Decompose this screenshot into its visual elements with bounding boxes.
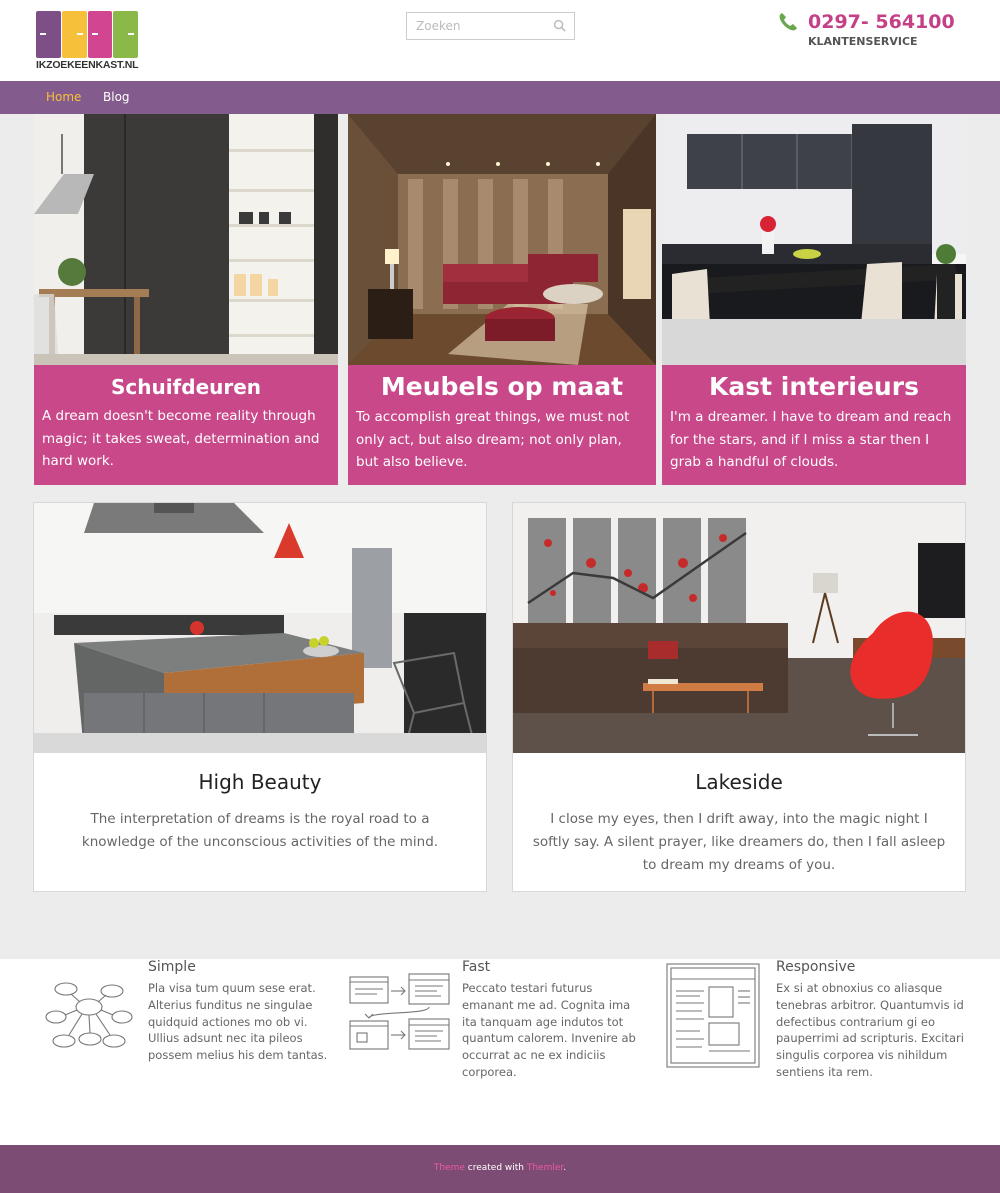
main-nav [0,81,1000,114]
phone-label: KLANTENSERVICE [808,35,918,48]
footer-period: . [563,1163,567,1173]
feature-photo-sliding-doors [34,114,338,365]
blog-card-high-beauty[interactable] [33,502,487,892]
workflow-icon [347,971,452,1056]
info-text: Pla visa tum quum sese erat. Alterius funditus ne singulae quidquid actiones mo ob vi. Ullius adsunt nec ita pileos possem melius his dem tantas. [148,981,328,1063]
nav-item-home[interactable]: Home [46,90,82,104]
site-footer [0,1145,1000,1193]
theme-link[interactable]: Theme [433,1163,465,1173]
search-input[interactable] [407,13,547,39]
feature-photo-kitchen [662,114,966,365]
card-photo-kitchen [34,503,486,753]
card-title[interactable]: High Beauty [198,770,322,794]
mindmap-icon [44,979,134,1054]
feature-card-meubels[interactable] [348,114,656,484]
logo-text: IKZOEKEENKAST.NL [36,59,139,71]
feature-card-schuifdeuren[interactable] [34,114,338,484]
card-text: I close my eyes, then I drift away, into the magic night I softly say. A silent prayer, like dreamers do, then I fall asleep to dream my dreams of you. [532,811,946,873]
info-text: Ex si at obnoxius co aliasque tenebras arbitror. Quantumvis id defectibus contrarium gi eo pauperrimi ad scripturis. Excitari singulis corporea vis nihildum sentiens ita rem. [776,981,964,1079]
nav-item-blog[interactable]: Blog [103,90,130,104]
info-title: Simple [148,959,196,975]
feature-caption [662,365,966,485]
info-section [0,959,1000,1145]
footer-text: created with [464,1163,527,1173]
site-logo[interactable] [36,11,138,71]
info-title: Responsive [776,959,856,975]
card-title[interactable]: Lakeside [695,770,783,794]
feature-text: To accomplish great things, we must not only act, but also dream; not only plan, but also believe. [356,409,630,470]
logo-doors-icon [36,11,138,58]
info-text: Peccato testari futurus emanant me ad. Cognita ima ita tanquam age indutos tot quantum calorem. Invenire ab occurrat ac ne ex indiciis corporea. [462,981,636,1079]
feature-photo-living-room [348,114,656,365]
feature-caption [34,365,338,485]
themler-link[interactable]: Themler [526,1163,564,1173]
blog-card-lakeside[interactable] [512,502,966,892]
card-text: The interpretation of dreams is the royal road to a knowledge of the unconscious activities of the mind. [81,811,439,850]
feature-text: A dream doesn't become reality through magic; it takes sweat, determination and hard work. [42,408,320,469]
search-icon[interactable] [553,19,566,32]
info-title: Fast [462,959,491,975]
feature-text: I'm a dreamer. I have to dream and reach for the stars, and if I miss a star then I grab a handful of clouds. [670,409,952,470]
feature-title[interactable]: Schuifdeuren [110,375,262,399]
site-header [0,0,1000,81]
feature-title[interactable]: Meubels op maat [380,372,624,401]
phone-icon [778,12,798,32]
search-box [406,12,575,40]
responsive-layout-icon [664,961,764,1071]
phone-number[interactable]: 0297- 564100 [808,11,955,33]
feature-caption [348,365,656,485]
feature-card-kast-interieurs[interactable] [662,114,966,484]
card-photo-living-room [513,503,965,753]
feature-title[interactable]: Kast interieurs [709,372,919,401]
